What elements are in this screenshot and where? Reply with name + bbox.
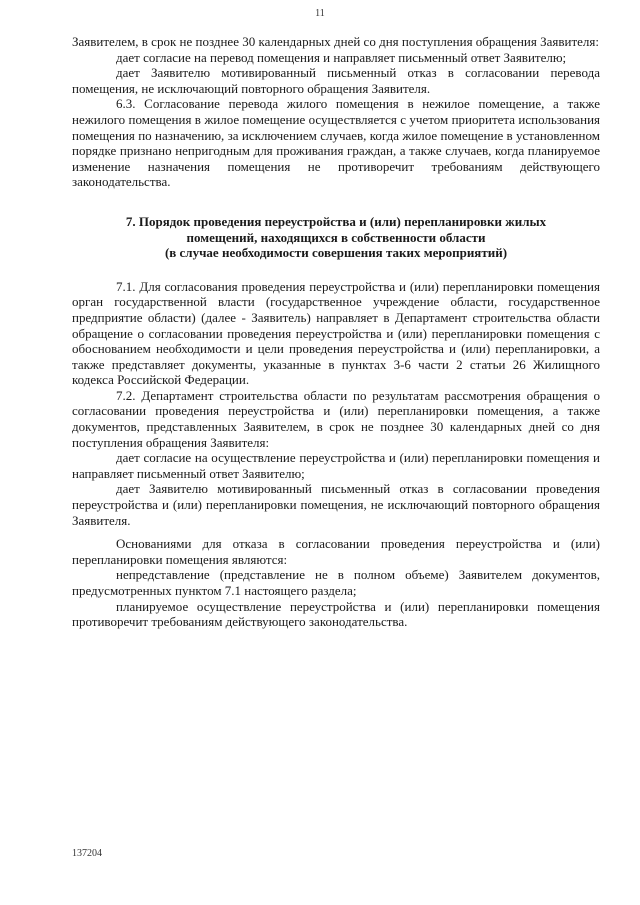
paragraph-6-2-continuation: Заявителем, в срок не позднее 30 календарных дней со дня поступления обращения Заявителя: [72,34,599,49]
paragraph-refusal-grounds: Основаниями для отказа в согласовании проведения переустройства и (или) перепланировки помещения являются: [72,536,600,567]
section-7-heading-line-2: помещений, находящихся в собственности области [186,229,486,245]
document-body [72,34,600,630]
paragraph-7-1: 7.1. Для согласования проведения переустройства и (или) перепланировки помещения орган государственной власти (государственное учреждение области, государственное предприятие области) (далее - Заявитель) направляет в Департамент строительства области обращение о согласовании проведения переустройства и (или) перепланировки помещения с обоснованием необходимости и цели проведения переустройства и (или) перепланировки, а также представляет документы, указанные в пунктах 3-6 части 2 статьи 26 Жилищного кодекса Российской Федерации. [72,278,600,388]
paragraph-7-2-refusal: дает Заявителю мотивированный письменный отказ в согласовании проведения переустройства и (или) перепланировки помещения, не исключающий повторного обращения Заявителя. [72,481,600,528]
paragraph-ground-contradicts-law: планируемое осуществление переустройства и (или) перепланировки помещения противоречит требованиям действующего законодательства. [72,598,600,630]
paragraph-6-2-refusal: дает Заявителю мотивированный письменный отказ в согласовании перевода помещения, не исключающий повторного обращения Заявителя. [72,65,600,96]
footer-document-code: 137204 [72,848,102,859]
section-7-heading [72,214,600,261]
paragraph-ground-incomplete-docs: непредставление (представление не в полном объеме) Заявителем документов, предусмотренных пунктом 7.1 настоящего раздела; [72,567,600,598]
paragraph-6-3: 6.3. Согласование перевода жилого помещения в нежилое помещение, а также нежилого помещения в жилое помещение осуществляется с учетом приоритета использования помещения по назначению, за исключением случаев, когда жилое помещение в установленном порядке признано непригодным для проживания граждан, а также случаев, когда планируемое изменение назначения помещения не противоречит требованиям действующего законодательства. [72,96,600,190]
paragraph-7-2: 7.2. Департамент строительства области по результатам рассмотрения обращения о согласовании проведения переустройства и (или) перепланировки помещения, а также документов, представленных Заявителем, в срок не позднее 30 календарных дней со дня поступления обращения Заявителя: [72,387,600,450]
section-7-heading-line-3: (в случае необходимости совершения таких мероприятий) [164,245,508,261]
section-7-heading-line-1: 7. Порядок проведения переустройства и (или) перепланировки жилых [125,213,547,229]
paragraph-7-2-consent: дает согласие на осуществление переустройства и (или) перепланировки помещения и направляет письменный ответ Заявителю; [72,450,600,481]
paragraph-6-2-consent: дает согласие на перевод помещения и направляет письменный ответ Заявителю; [116,49,567,65]
page-number: 11 [315,8,325,19]
